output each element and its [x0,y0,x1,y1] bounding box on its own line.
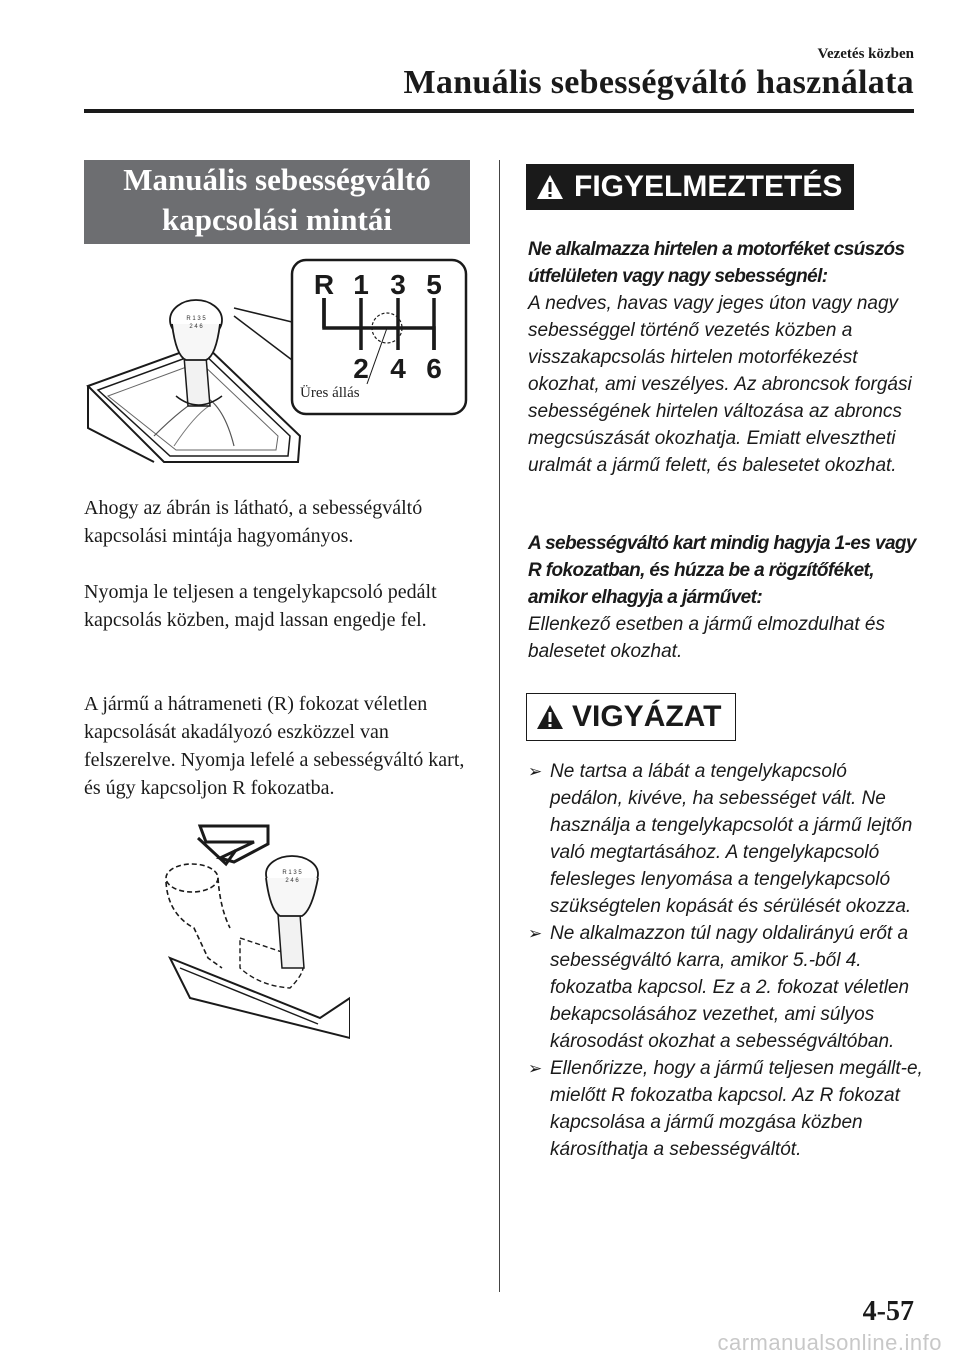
neutral-position-label: Üres állás [300,385,360,401]
reverse-shift-illustration [150,818,350,1048]
warning-triangle-icon [536,174,564,200]
reverse-shift-figure [150,818,350,1048]
caution-item-text: Ne tartsa a lábát a tengelykapcsoló pedálon, kivéve, ha sebességet vált. Ne használja a tengelykapcsolót a jármű lejtőn való megtartásához. A tengelykapcsoló felesleges lenyomása a tengelykapcsoló szükségtelen kopását és sérülését okozza. [550,761,913,917]
header-section: Vezetés közben [817,46,914,62]
page-number: 4-57 [862,1296,914,1327]
paragraph-2-text: Nyomja le teljesen a tengelykapcsoló pedált kapcsolás közben, majd lassan engedje fel. [84,581,437,631]
warning-item-1 [528,236,918,479]
warning-item-1-body: A nedves, havas vagy jeges úton vagy nagy sebességgel történő vezetés közben a visszakapcsolás hirtelen motorfékezést okozhat, ami veszélyes. Az abroncsok forgási sebességének hirtelen változása az abroncs megcsúszását okozhatja. Emiatt elvesztheti uralmát a jármű felett, és balesetet okozhat. [528,293,912,476]
caution-banner [526,693,736,741]
header-rule [84,109,914,113]
paragraph-2 [84,578,484,634]
warning-item-2-body: Ellenkező esetben a jármű elmozdulhat és balesetet okozhat. [528,614,885,662]
caution-item-text: Ne alkalmazzon túl nagy oldalirányú erőt a sebességváltó karra, amikor 5.-ből 4. fokozatba kapcsol. Ez a 2. fokozat véletlen bekapcsolásához vezethet, ami súlyos károsodást okozhat a sebességváltóban. [550,923,910,1052]
arrow-bullet-icon: ➢ [528,924,543,943]
caution-item [528,920,923,1055]
arrow-bullet-icon: ➢ [528,762,543,781]
gear-shifter-illustration [84,256,470,476]
section-title-line2: kapcsolási mintái [162,202,392,237]
paragraph-3-text: A jármű a hátrameneti (R) fokozat véletlen kapcsolását akadályozó eszközzel van felszerelve. Nyomja lefelé a sebességváltó kart, és úgy kapcsoljon R fokozatba. [84,693,465,799]
warning-label: FIGYELMEZTETÉS [574,170,843,203]
shift-pattern-figure [84,256,470,476]
gear-label-5: 5 [426,269,442,300]
gear-label-1: 1 [353,269,369,300]
gear-label-2: 2 [353,353,369,384]
caution-triangle-icon [536,704,564,730]
warning-item-2 [528,530,918,665]
svg-text:2 4 6: 2 4 6 [285,878,299,884]
caution-item-text: Ellenőrizze, hogy a jármű teljesen megállt-e, mielőtt R fokozatba kapcsol. Az R fokozat kapcsolása a jármű mozgása közben károsíthatja a sebességváltót. [550,1058,923,1160]
header-title: Manuális sebességváltó használata [403,64,914,101]
paragraph-1 [84,494,484,550]
column-divider [499,160,500,1292]
section-title-box [84,160,470,244]
warning-item-1-heading: Ne alkalmazza hirtelen a motorféket csúszós útfelületen vagy nagy sebességnél: [528,239,905,287]
arrow-bullet-icon: ➢ [528,1059,543,1078]
gear-label-6: 6 [426,353,442,384]
warning-item-2-heading: A sebességváltó kart mindig hagyja 1-es vagy R fokozatban, és húzza be a rögzítőféket, amikor elhagyja a járművet: [528,533,916,608]
svg-text:2 4 6: 2 4 6 [189,324,203,330]
paragraph-3 [84,690,484,802]
watermark: carmanualsonline.info [717,1330,942,1355]
caution-item [528,758,923,920]
svg-text:R 1 3 5: R 1 3 5 [186,316,206,322]
caution-list [528,758,923,1163]
svg-text:R 1 3 5: R 1 3 5 [282,870,302,876]
gear-label-R: R [313,269,335,300]
section-title-line1: Manuális sebességváltó [123,162,431,197]
gear-label-4: 4 [390,353,406,384]
gear-label-3: 3 [390,269,406,300]
paragraph-1-text: Ahogy az ábrán is látható, a sebességváltó kapcsolási mintája hagyományos. [84,497,423,547]
warning-banner [526,164,854,210]
caution-label: VIGYÁZAT [572,700,722,733]
caution-item [528,1055,923,1163]
